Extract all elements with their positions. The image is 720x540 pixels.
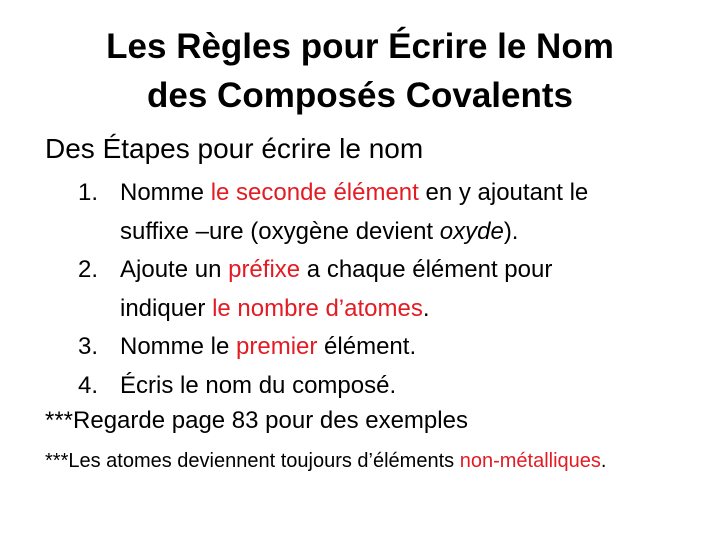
reference-note: ***Regarde page 83 pour des exemples xyxy=(45,407,468,434)
step-text: . xyxy=(422,294,430,322)
highlight-text: non-métalliques xyxy=(459,450,601,472)
step-2 xyxy=(0,251,680,328)
highlight-text: le nombre d’atomes xyxy=(212,294,423,322)
slide-title xyxy=(0,22,720,120)
footnote xyxy=(45,446,668,476)
step-text: indiquer xyxy=(120,294,213,322)
step-text: Écris le nom du composé. xyxy=(120,371,397,399)
step-text: en y ajoutant le xyxy=(418,179,589,206)
title-line-2: des Composés Covalents xyxy=(147,76,573,115)
highlight-text: premier xyxy=(236,333,318,360)
step-number: 2. xyxy=(78,256,99,283)
step-text: suffixe –ure (oxygène devient xyxy=(120,217,440,245)
step-number: 3. xyxy=(78,333,99,360)
highlight-text: préfixe xyxy=(228,256,301,283)
steps-list xyxy=(0,174,680,405)
step-1 xyxy=(0,174,680,251)
step-4 xyxy=(0,367,680,406)
step-text: Nomme le xyxy=(120,333,237,360)
step-text: ). xyxy=(503,217,519,245)
step-number: 1. xyxy=(78,179,99,206)
footnote-text: . xyxy=(600,450,607,472)
step-text: a chaque élément pour xyxy=(300,256,553,283)
title-line-1: Les Règles pour Écrire le Nom xyxy=(106,27,614,66)
step-text: élément. xyxy=(317,333,417,360)
step-3 xyxy=(0,328,680,367)
section-heading: Des Étapes pour écrire le nom xyxy=(45,133,424,164)
highlight-text: le seconde élément xyxy=(210,179,419,206)
footnote-text: ***Les atomes deviennent toujours d’éléments xyxy=(45,450,460,472)
italic-term: oxyde xyxy=(439,217,504,245)
step-text: Nomme xyxy=(120,179,211,206)
step-number: 4. xyxy=(78,371,99,399)
step-text: Ajoute un xyxy=(120,256,229,283)
